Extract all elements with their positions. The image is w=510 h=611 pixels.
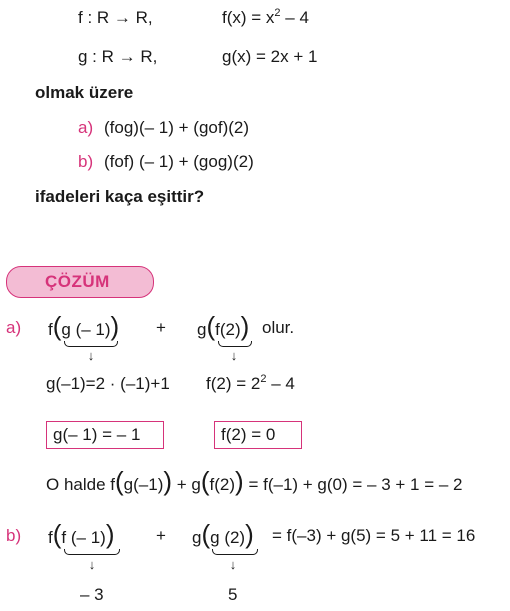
open-paren: ( [201, 519, 211, 549]
step-f-2-tail: – 4 [266, 374, 295, 393]
value-g-2: 5 [228, 585, 238, 604]
solution-b-plus: + [156, 526, 166, 545]
conclusion-prefix: O halde f [46, 475, 115, 494]
brace-under-f-minus-1 [64, 549, 120, 555]
open-paren: ( [200, 466, 210, 496]
step-f-2 [206, 374, 295, 394]
solution-a-olur: olur. [262, 318, 295, 337]
conclusion-mid: + g [176, 475, 201, 494]
term1-outer: f [48, 528, 53, 547]
close-paren: ) [110, 311, 120, 341]
part-b-expression: (fof) (– 1) + (gog)(2) [104, 152, 254, 171]
f-formula [222, 8, 309, 28]
solution-b-rest: = f(–3) + g(5) = 5 + 11 = 16 [272, 526, 476, 545]
solution-a-plus: + [156, 318, 166, 337]
down-arrow-icon: ↓ [229, 557, 237, 572]
close-paren: ) [240, 311, 250, 341]
step-g-minus-1: g(–1)=2 · (–1)+1 [46, 374, 170, 393]
term2-inner: g (2) [210, 528, 246, 547]
down-arrow-icon: ↓ [87, 348, 95, 363]
close-paren: ) [163, 466, 173, 496]
step-f-2-text: f(2) = 2 [206, 374, 261, 393]
result-box-g [46, 421, 164, 449]
open-paren: ( [52, 519, 62, 549]
term1-inner: f (– 1) [61, 528, 106, 547]
solution-header [6, 266, 154, 298]
brace-under-g-minus-1 [64, 341, 118, 347]
solution-a-term1 [48, 313, 119, 340]
conclusion-rest: = f(–1) + g(0) = – 3 + 1 = – 2 [248, 475, 463, 494]
condition-text: olmak üzere [35, 83, 134, 102]
solution-a-term2 [197, 313, 249, 340]
part-a-expression: (fog)(– 1) + (gof)(2) [104, 118, 250, 137]
f-formula-exponent: 2 [274, 7, 281, 19]
step-f-2-exponent: 2 [260, 373, 267, 385]
conclusion-inner2: f(2) [209, 475, 236, 494]
close-paren: ) [235, 466, 244, 496]
result-box-f [214, 421, 302, 449]
brace-under-g-2 [212, 549, 258, 555]
close-paren: ) [245, 519, 254, 549]
part-a-label: a) [78, 118, 94, 137]
conclusion-a [46, 468, 463, 495]
question-text: ifadeleri kaça eşittir? [35, 187, 205, 206]
open-paren: ( [206, 311, 216, 341]
term2-outer: g [197, 320, 207, 339]
solution-title: ÇÖZÜM [45, 272, 110, 291]
term2-inner: f(2) [215, 320, 241, 339]
solution-b-term2 [192, 521, 254, 548]
term1-inner: g (– 1) [61, 320, 111, 339]
value-f-minus-1: – 3 [80, 585, 104, 604]
brace-under-f2 [218, 341, 252, 347]
close-paren: ) [105, 519, 115, 549]
g-definition: g : R → R, [78, 47, 158, 66]
down-arrow-icon: ↓ [88, 557, 96, 572]
f-formula-text: f(x) = x [222, 8, 275, 27]
open-paren: ( [115, 466, 124, 496]
term1-outer: f [48, 320, 53, 339]
down-arrow-icon: ↓ [230, 348, 238, 363]
f-definition: f : R → R, [78, 8, 153, 27]
term2-outer: g [192, 528, 202, 547]
solution-b-label: b) [6, 526, 22, 545]
f-formula-tail: – 4 [280, 8, 309, 27]
solution-a-label: a) [6, 318, 22, 337]
result-g-text: g(– 1) = – 1 [53, 425, 141, 444]
result-f-text: f(2) = 0 [221, 425, 276, 444]
conclusion-inner1: g(–1) [123, 475, 164, 494]
g-formula: g(x) = 2x + 1 [222, 47, 318, 66]
open-paren: ( [52, 311, 62, 341]
solution-b-term1 [48, 521, 114, 548]
part-b-label: b) [78, 152, 94, 171]
